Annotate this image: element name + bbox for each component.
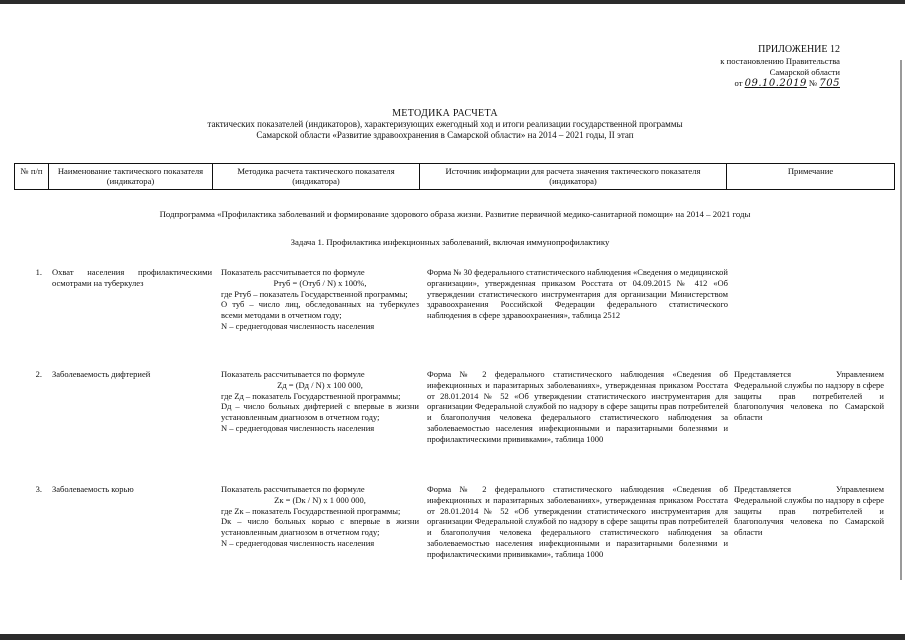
method-intro: Показатель рассчитывается по формуле <box>221 369 365 379</box>
method-formula: Zд = (Dд / N) x 100 000, <box>277 379 363 390</box>
information-source: Форма № 30 федерального статистического наблюдения «Сведения о медицинской организации», утвержденная приказом Росстата от 04.09.2015 № 412 «Об утверждении статистического инструментария для организации Министерством здравоохранения Российской Федерации федерального статистического наблюдения в сфере здравоохранения», таблица 2512 <box>427 267 728 321</box>
header-name: Наименование тактического показателя (индикатора) <box>49 164 213 190</box>
row-note: Представляется Управлением Федеральной службы по надзору в сфере защиты прав потребителей и благополучия человека по Самарской области <box>734 484 884 538</box>
handwritten-date: 09.10.2019 <box>744 78 807 89</box>
scan-bottom-border <box>0 634 905 640</box>
indicator-name: Заболеваемость дифтерией <box>52 369 151 379</box>
appendix-block <box>640 44 840 89</box>
method-definition: Dд – число больных дифтерией с впервые в жизни установленным диагнозом в отчетном году; <box>221 401 419 423</box>
indicator-name: Охват населения профилактическими осмотрами на туберкулез <box>52 267 212 288</box>
method-definition: N – среднегодовая численность населения <box>221 537 375 548</box>
table-header <box>14 163 895 190</box>
appendix-line-2: к постановлению Правительства <box>720 56 840 66</box>
indicator-name: Заболеваемость корью <box>52 484 134 494</box>
method-definition: где Zк – показатель Государственной программы; <box>221 505 401 516</box>
table-header-row <box>15 164 895 190</box>
calculation-method <box>221 369 419 434</box>
scan-right-edge <box>900 60 902 580</box>
appendix-title: ПРИЛОЖЕНИЕ 12 <box>758 44 840 55</box>
calculation-method <box>221 267 419 332</box>
scan-top-border <box>0 0 905 4</box>
method-definition: Dк – число больных корью с впервые в жизни установленным диагнозом в отчетном году; <box>221 516 419 538</box>
number-prefix: № <box>809 78 818 88</box>
document-title <box>120 108 770 141</box>
method-intro: Показатель рассчитывается по формуле <box>221 267 365 277</box>
subprogram-heading: Подпрограмма «Профилактика заболеваний и формирование здорового образа жизни. Развитие первичной медико-санитарной помощи» на 2014 – 2021 годы <box>159 209 751 219</box>
method-definition: O туб – число лиц, обследованных на туберкулез всеми методами в отчетном году; <box>221 299 419 321</box>
title-line-2: тактических показателей (индикаторов), характеризующих ежегодный ход и итоги реализации государственной программы <box>207 119 683 129</box>
header-method: Методика расчета тактического показателя (индикатора) <box>213 164 420 190</box>
method-definition: где Zд – показатель Государственной программы; <box>221 390 401 401</box>
row-number: 1. <box>35 267 42 277</box>
row-note: Представляется Управлением Федеральной службы по надзору в сфере защиты прав потребителей и благополучия человека по Самарской области <box>734 369 884 423</box>
handwritten-number: 705 <box>819 78 840 89</box>
title-line-3: Самарской области «Развитие здравоохранения в Самарской области» на 2014 – 2021 годы, II этап <box>256 130 634 140</box>
task-heading: Задача 1. Профилактика инфекционных заболеваний, включая иммунопрофилактику <box>290 237 610 247</box>
appendix-date-line <box>640 78 840 89</box>
method-formula: Pтуб = (Oтуб / N) x 100%, <box>273 277 367 288</box>
header-source: Источник информации для расчета значения тактического показателя (индикатора) <box>420 164 727 190</box>
header-num: № п/п <box>15 164 49 190</box>
appendix-line-3: Самарской области <box>769 67 840 77</box>
calculation-method <box>221 484 419 549</box>
method-definition: N – среднегодовая численность населения <box>221 320 375 331</box>
method-definition: где Pтуб – показатель Государственной программы; <box>221 288 408 299</box>
information-source: Форма № 2 федерального статистического наблюдения «Сведения об инфекционных и паразитарных заболеваниях», утвержденная приказом Росстата от 28.01.2014 № 52 «Об утверждении статистического инструментария для организации Федеральной службой по надзору в сфере защиты прав потребителей и благополучия человека федерального статистического наблюдения за заболеваемостью населения инфекционными и паразитарными болезнями и профилактическими прививками», таблица 1000 <box>427 484 728 559</box>
title-main: МЕТОДИКА РАСЧЕТА <box>392 108 498 119</box>
information-source: Форма № 2 федерального статистического наблюдения «Сведения об инфекционных и паразитарных заболеваниях», утвержденная приказом Росстата от 28.01.2014 № 52 «Об утверждении статистического инструментария для организации Федеральной службой по надзору в сфере защиты прав потребителей и благополучия человека федерального статистического наблюдения за заболеваемостью населения инфекционными и паразитарными болезнями и профилактическими прививками», таблица 1000 <box>427 369 728 444</box>
method-intro: Показатель рассчитывается по формуле <box>221 484 365 494</box>
date-prefix: от <box>734 78 743 88</box>
method-definition: N – среднегодовая численность населения <box>221 422 375 433</box>
row-number: 3. <box>35 484 42 494</box>
header-note: Примечание <box>727 164 895 190</box>
row-number: 2. <box>35 369 42 379</box>
method-formula: Zк = (Dк / N) x 1 000 000, <box>274 494 366 505</box>
